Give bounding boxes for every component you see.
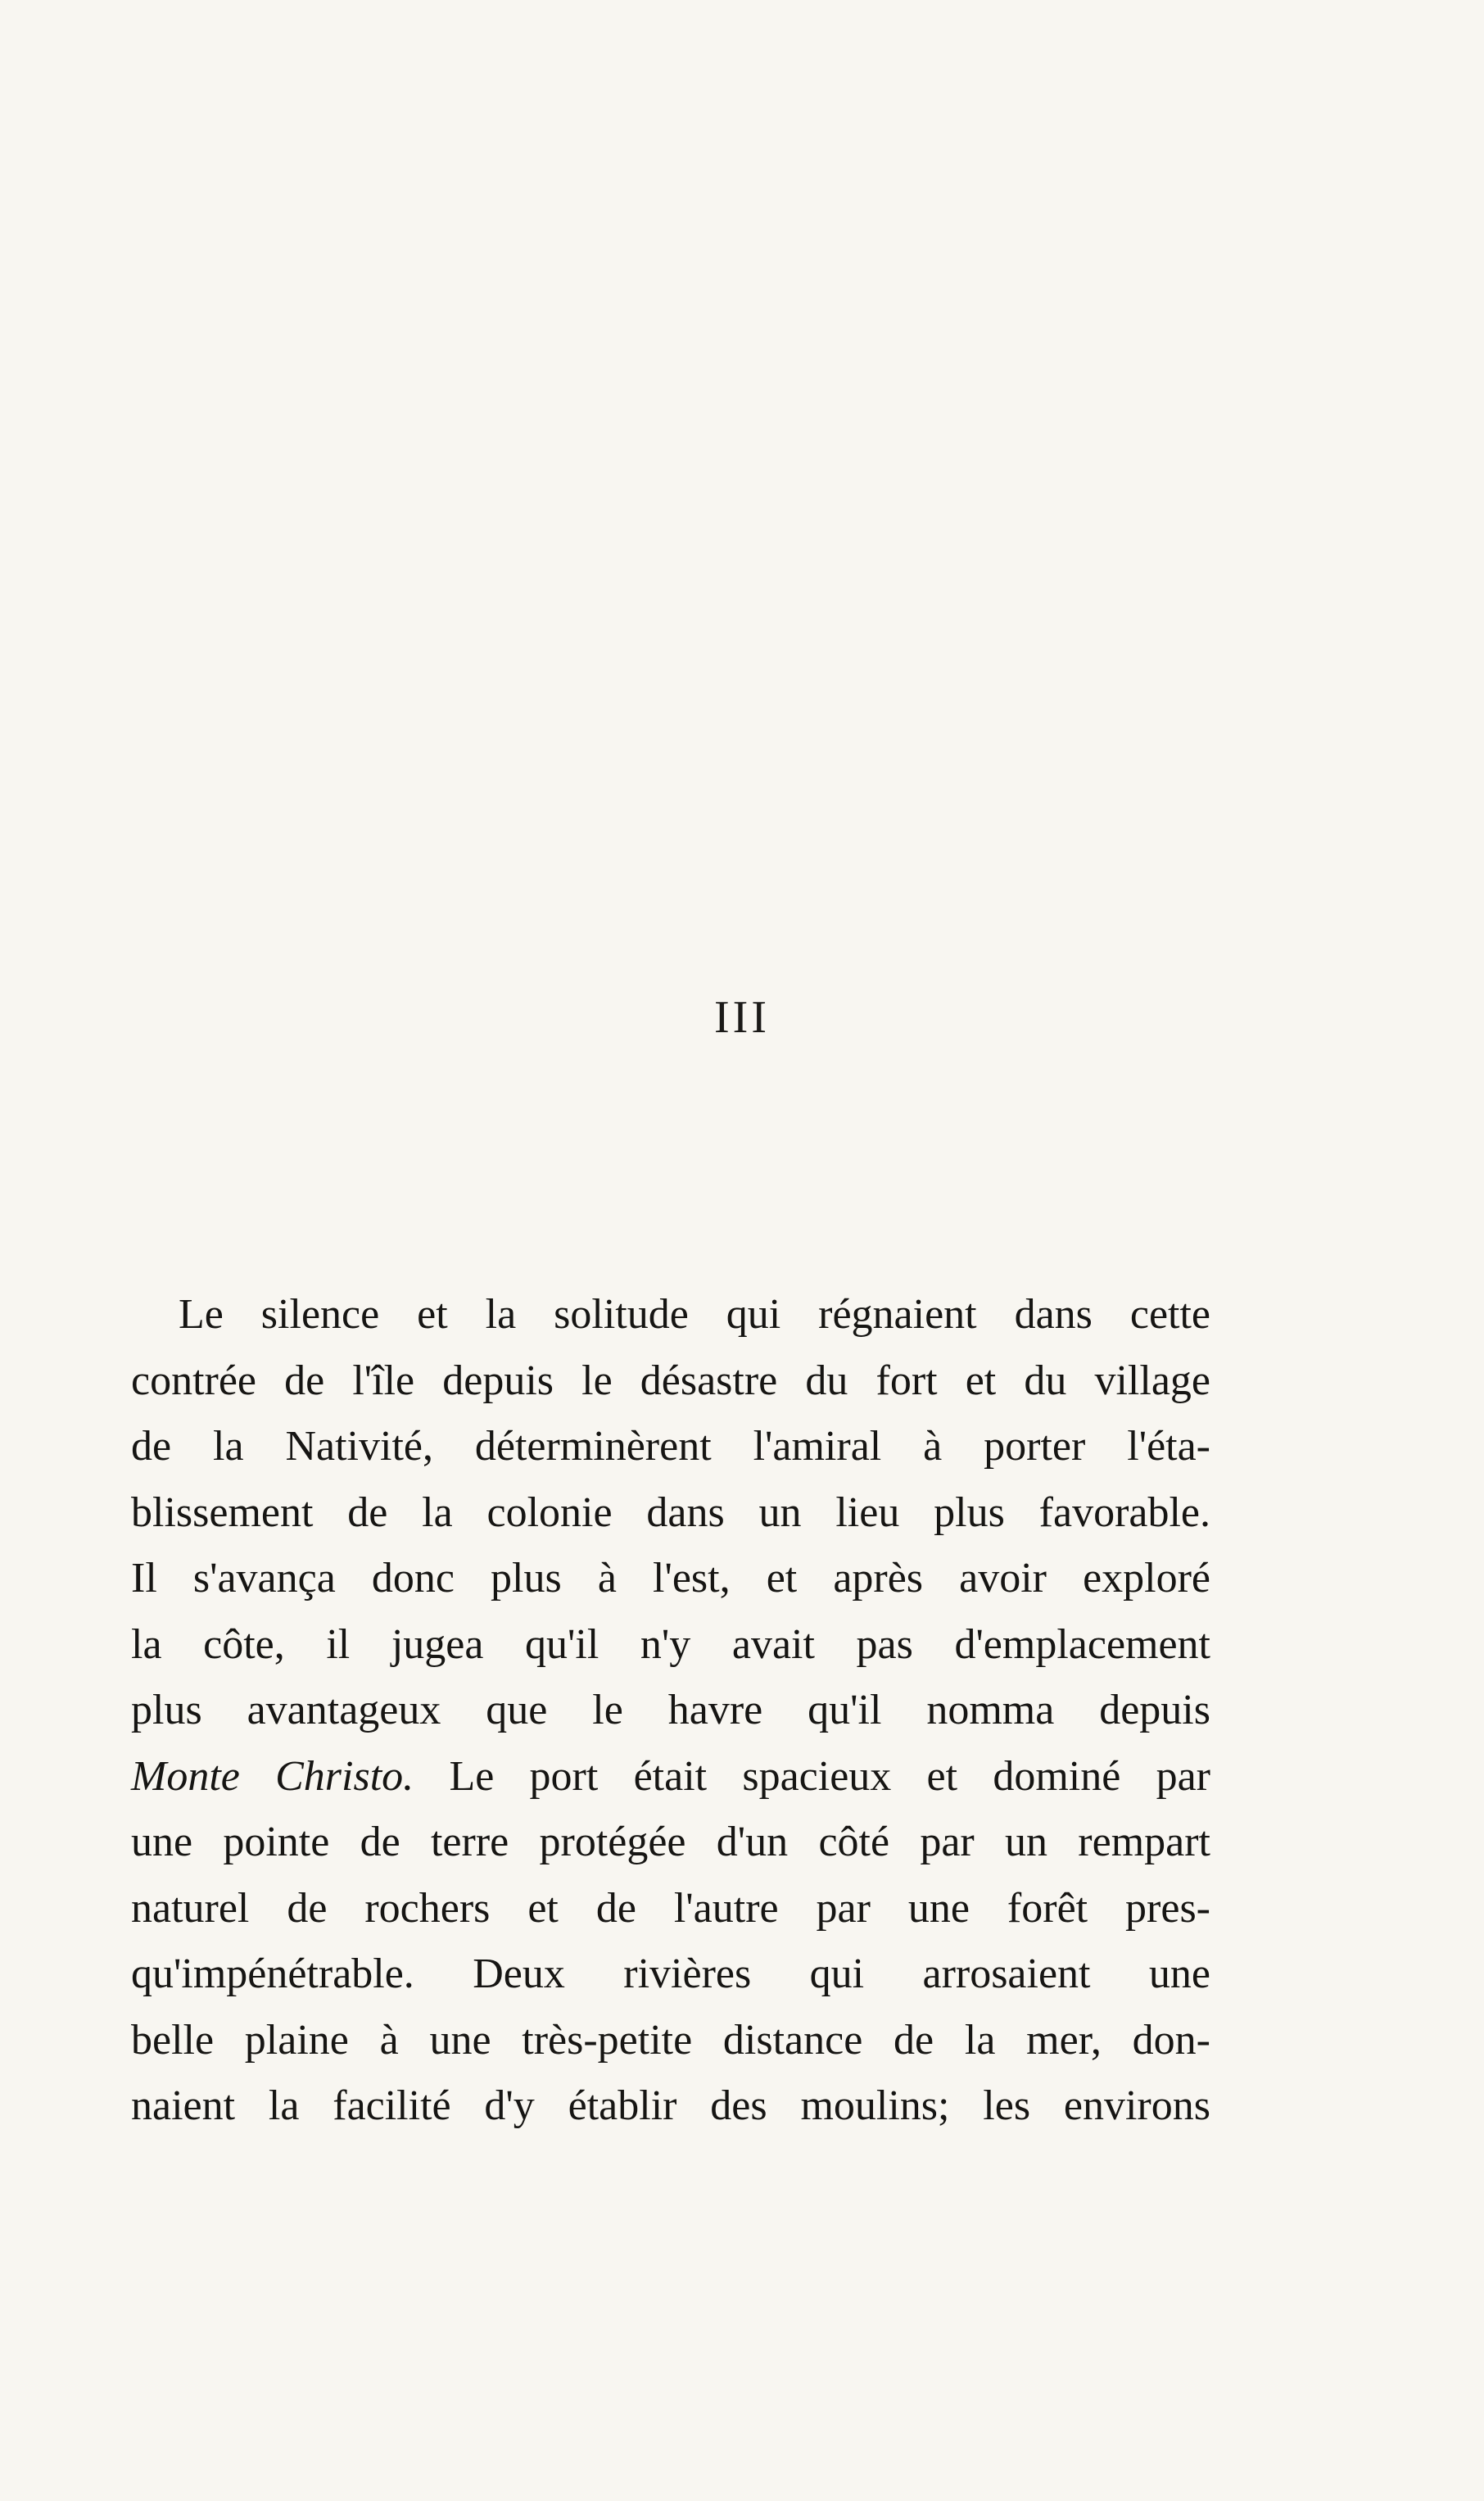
italic-place-name: Monte Christo.	[131, 1752, 414, 1800]
text-line: Il s'avança donc plus à l'est, et après avoir exploré	[131, 1555, 1210, 1602]
text-line: une pointe de terre protégée d'un côté par un rempart	[131, 1819, 1210, 1865]
text-line: de la Nativité, déterminèrent l'amiral à porter l'éta-	[131, 1423, 1210, 1470]
text-line: blissement de la colonie dans un lieu plus favorable.	[131, 1488, 1210, 1536]
text-line: Le silence et la solitude qui régnaient dans cette	[179, 1291, 1210, 1338]
text-line: belle plaine à une très-petite distance de la mer, don-	[131, 2016, 1210, 2064]
text-line-with-italic	[131, 1744, 1210, 1810]
text-line: naturel de rochers et de l'autre par une forêt pres-	[131, 1884, 1210, 1932]
text-line: naient la facilité d'y établir des moulins; les environs	[131, 2082, 1210, 2129]
text-line: plus avantageux que le havre qu'il nomma depuis	[131, 1687, 1210, 1733]
body-paragraph	[131, 1282, 1210, 2140]
text-line: la côte, il jugea qu'il n'y avait pas d'emplacement	[131, 1620, 1210, 1668]
text-line-rest: Le port était spacieux et dominé par	[414, 1752, 1210, 1800]
text-line: qu'impénétrable. Deux rivières qui arrosaient une	[131, 1951, 1210, 1997]
section-number: III	[714, 992, 770, 1043]
text-line: contrée de l'île depuis le désastre du fort et du village	[131, 1357, 1210, 1404]
